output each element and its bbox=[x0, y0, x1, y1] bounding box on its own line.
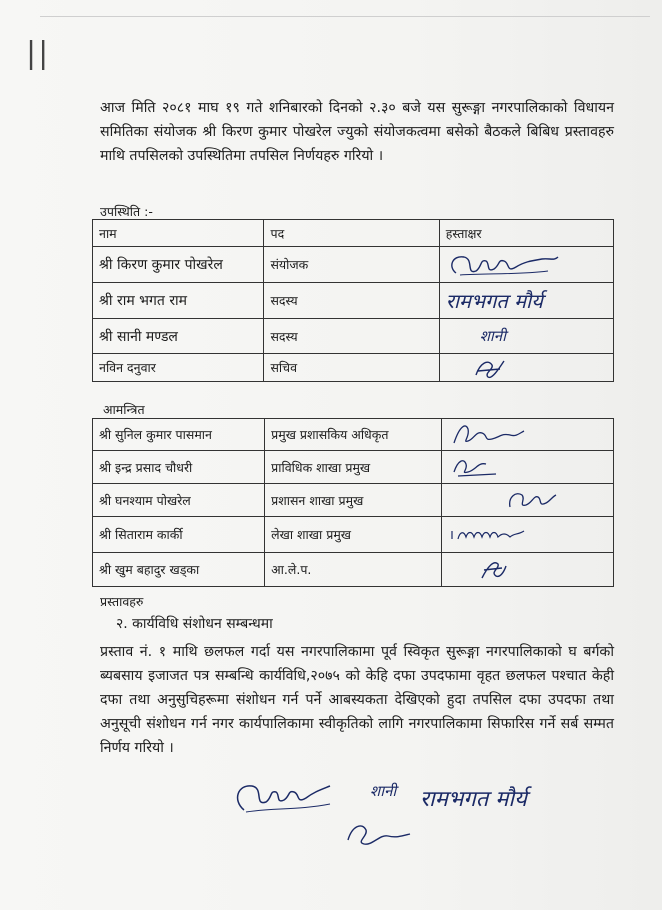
signature-cell bbox=[439, 354, 613, 382]
table-row bbox=[93, 319, 614, 354]
handwritten-signature: शानी bbox=[479, 327, 506, 345]
handwritten-signature: रामभगत मौर्य bbox=[445, 289, 543, 313]
member-role: सचिव bbox=[264, 354, 439, 382]
table-row bbox=[93, 451, 614, 484]
member-role: सदस्य bbox=[264, 283, 439, 319]
signature-cell bbox=[441, 451, 613, 484]
invitee-name: श्री सिताराम कार्की bbox=[93, 517, 265, 553]
member-role: संयोजक bbox=[264, 247, 439, 283]
signature-mark bbox=[446, 249, 596, 281]
signature-mark bbox=[470, 355, 510, 381]
resolution-paragraph: प्रस्ताव नं. १ माथि छलफल गर्दा यस नगरपालिकामा पूर्व स्विकृत सुरूङ्गा नगरपालिकाको घ बर्गको ब्यबसाय इजाजत पत्र सम्बन्धि कार्यविधि,२०७५ को केहि दफा उपदफामा वृहत छलफल पश्चात केही दफा तथा अनुसुचिहरूमा संशोधन गर्न पर्ने आबस्यकता देखिएको हुदा तपसिल दफा उपदफा तथा अनुसूची संशोधन गर्न नगर कार्यपालिकामा स्वीकृतिको लागि नगरपालिकामा सिफारिस गर्ने सर्ब सम्मत निर्णय गरियो । bbox=[100, 644, 614, 756]
header-name: नाम bbox=[93, 220, 264, 247]
invitee-role: प्राविधिक शाखा प्रमुख bbox=[265, 451, 441, 484]
invited-label: आमन्त्रित bbox=[103, 402, 145, 417]
header-role: पद bbox=[264, 220, 439, 247]
table-header-row bbox=[93, 220, 614, 247]
invitee-role: लेखा शाखा प्रमुख bbox=[265, 517, 441, 553]
margin-mark: || bbox=[26, 36, 51, 71]
signature-cell bbox=[439, 319, 613, 354]
attendance-table bbox=[92, 219, 614, 382]
table-row bbox=[93, 517, 614, 553]
agenda-heading: २. कार्यविधि संशोधन सम्बन्धमा bbox=[116, 616, 273, 632]
signature-cell bbox=[441, 419, 613, 451]
invitee-role: आ.ले.प. bbox=[265, 553, 441, 587]
header-signature: हस्ताक्षर bbox=[439, 220, 613, 247]
signature-cell bbox=[439, 247, 613, 283]
signature-mark bbox=[448, 421, 528, 449]
member-role: सदस्य bbox=[264, 319, 439, 354]
member-name: श्री राम भगत राम bbox=[93, 283, 264, 319]
table-row bbox=[93, 247, 614, 283]
invitee-role: प्रशासन शाखा प्रमुख bbox=[265, 484, 441, 517]
signature-cell bbox=[441, 484, 613, 517]
footer-signature-text: रामभगत मौर्य bbox=[420, 787, 527, 812]
table-row bbox=[93, 419, 614, 451]
member-name: श्री किरण कुमार पोखरेल bbox=[93, 247, 264, 283]
invitee-name: श्री घनश्याम पोखरेल bbox=[93, 484, 265, 517]
member-name: नविन दनुवार bbox=[93, 354, 264, 382]
invitee-name: श्री खुम बहादुर खड्का bbox=[93, 553, 265, 587]
signature-mark bbox=[472, 556, 512, 584]
signature-mark bbox=[448, 523, 548, 547]
signature-mark bbox=[448, 454, 508, 480]
signature-cell bbox=[441, 553, 613, 587]
proposals-label: प्रस्तावहरु bbox=[100, 594, 144, 609]
signature-cell bbox=[441, 517, 613, 553]
table-row bbox=[93, 283, 614, 319]
invitee-role: प्रमुख प्रशासकिय अधिकृत bbox=[265, 419, 441, 451]
invited-table bbox=[92, 418, 614, 587]
invitee-name: श्री इन्द्र प्रसाद चौधरी bbox=[93, 451, 265, 484]
attendance-label: उपस्थिति :- bbox=[100, 204, 153, 219]
signature-mark bbox=[502, 487, 562, 513]
intro-paragraph: आज मिति २०८१ माघ १९ गते शनिबारको दिनको २.३० बजे यस सुरूङ्गा नगरपालिकाको विधायन समितिका संयोजक श्री किरण कुमार पोखरेल ज्युको संयोजकत्वमा बसेको बैठकले बिबिध प्रस्तावहरु माथि तपसिलको उपस्थितिमा तपसिल निर्णयहरु गरियो । bbox=[100, 100, 614, 164]
signature-cell bbox=[439, 283, 613, 319]
table-row bbox=[93, 484, 614, 517]
member-name: श्री सानी मण्डल bbox=[93, 319, 264, 354]
table-row bbox=[93, 354, 614, 382]
page-edge-line bbox=[40, 16, 650, 17]
footer-signature-text: शानी bbox=[370, 782, 397, 800]
invitee-name: श्री सुनिल कुमार पासमान bbox=[93, 419, 265, 451]
table-row bbox=[93, 553, 614, 587]
